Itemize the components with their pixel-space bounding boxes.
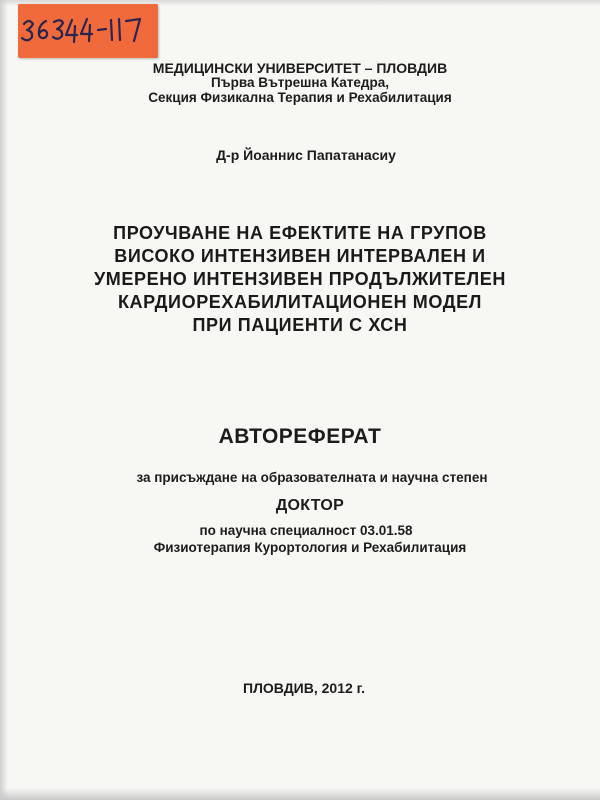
title-line: КАРДИОРЕХАБИЛИТАЦИОНЕН МОДЕЛ: [117, 292, 483, 312]
department-name: Първа Вътрешна Катедра,: [211, 75, 389, 90]
scan-shadow-bottom: [0, 788, 600, 800]
document-type: АВТОРЕФЕРАТ: [218, 425, 382, 448]
dissertation-title: [0, 222, 600, 337]
title-line: ПРИ ПАЦИЕНТИ С ХСН: [192, 315, 408, 335]
specialty-code: по научна специалност 03.01.58: [199, 523, 413, 538]
purpose-text: за присъждане на образователната и научна степен: [136, 470, 488, 485]
degree-name: ДОКТОР: [275, 497, 345, 514]
place-and-year: ПЛОВДИВ, 2012 г.: [243, 680, 365, 696]
library-sticker: [18, 4, 158, 58]
specialty-name: Физиотерапия Курортология и Рехабилитация: [153, 540, 467, 555]
title-line: УМЕРЕНО ИНТЕНЗИВЕН ПРОДЪЛЖИТЕЛЕН: [94, 269, 506, 289]
title-line: ПРОУЧВАНЕ НА ЕФЕКТИТЕ НА ГРУПОВ: [113, 223, 487, 243]
university-name: МЕДИЦИНСКИ УНИВЕРСИТЕТ – ПЛОВДИВ: [152, 60, 448, 76]
section-name: Секция Физикална Терапия и Рехабилитация: [148, 90, 452, 105]
author-name: Д-р Йоаннис Папатанасиу: [216, 147, 396, 163]
handwritten-number-icon: [18, 4, 158, 58]
title-line: ВИСОКО ИНТЕНЗИВЕН ИНТЕРВАЛЕН И: [114, 246, 486, 266]
